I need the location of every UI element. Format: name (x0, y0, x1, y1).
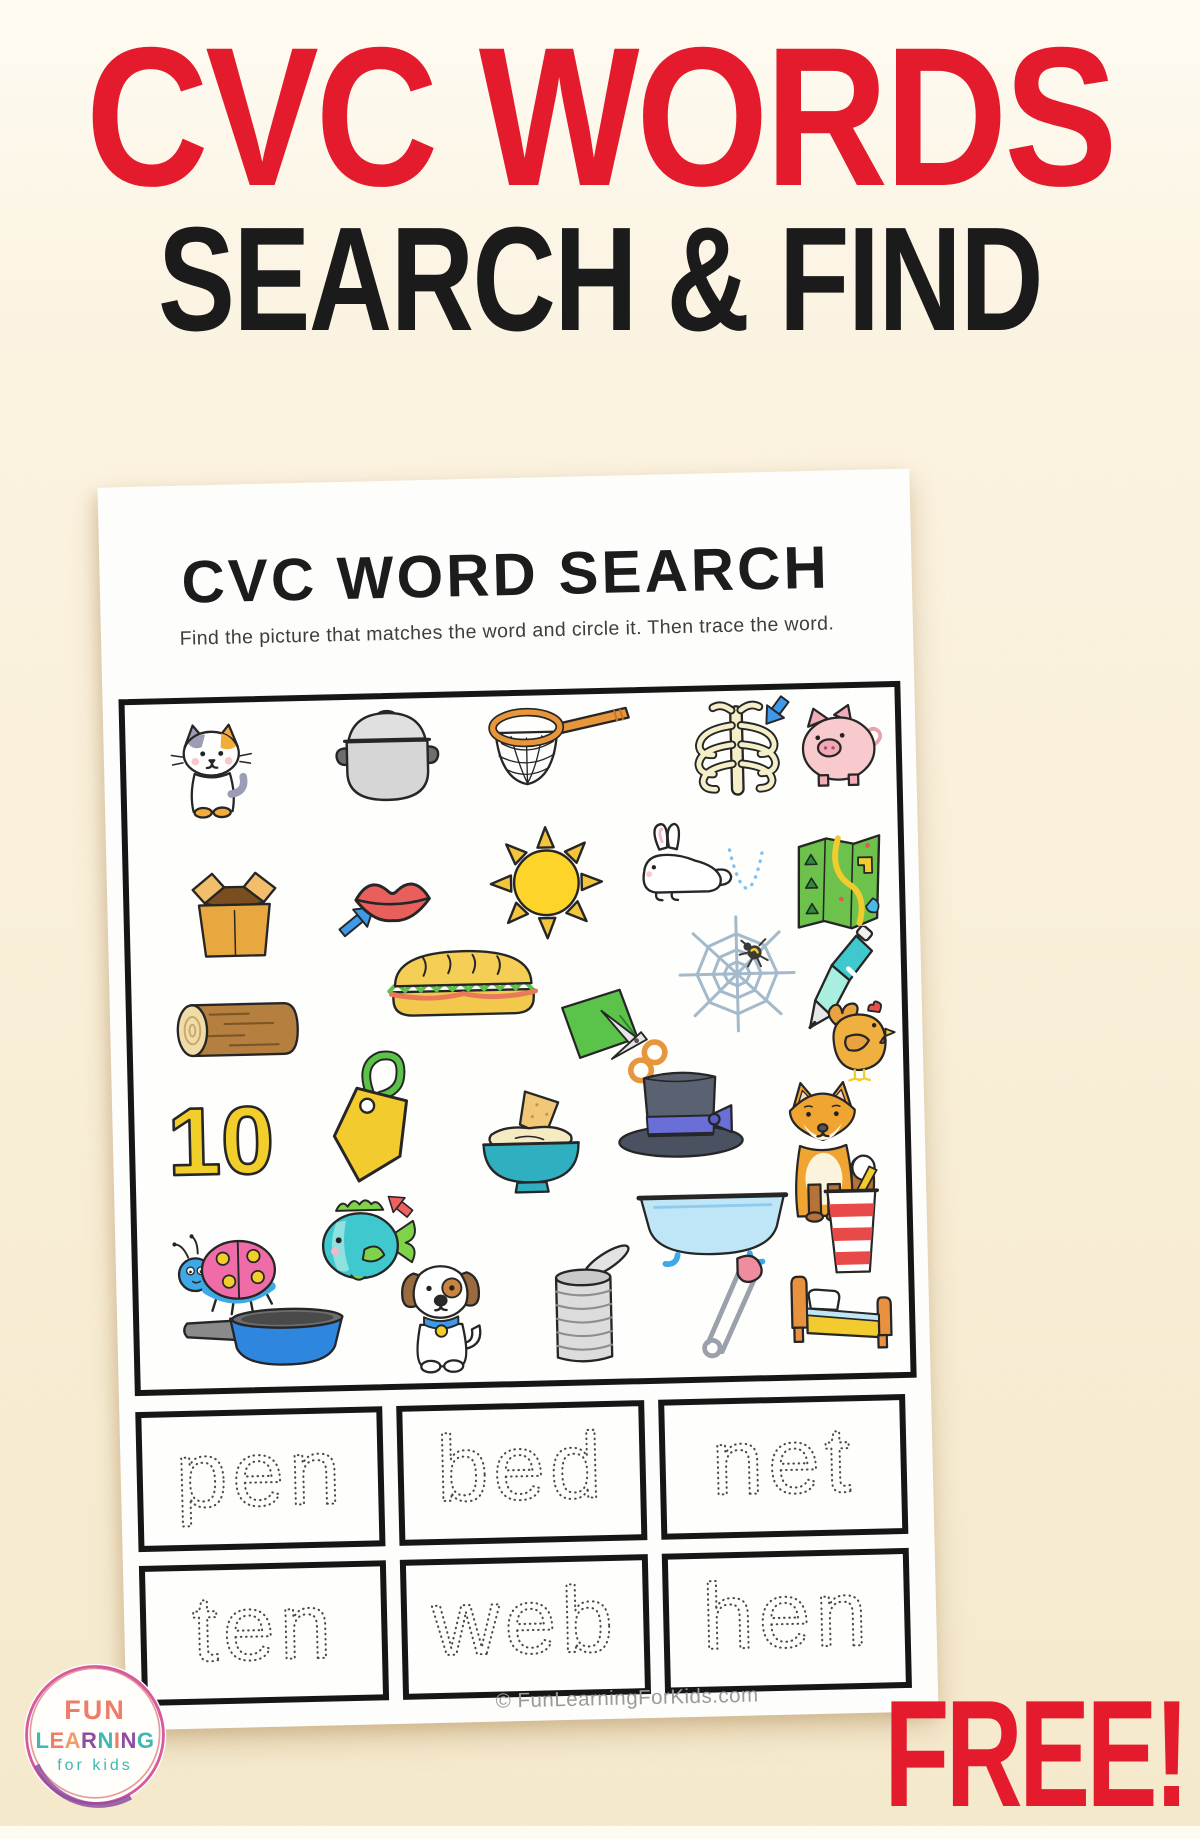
picture-net (477, 697, 647, 797)
trace-words-grid (135, 1394, 912, 1706)
trace-word-net: net (709, 1406, 857, 1515)
ten-text: 10 (166, 1086, 276, 1197)
pot-icon (323, 703, 453, 812)
copyright-text: © FunLearningForKids.com (495, 1683, 759, 1713)
picture-hop (625, 818, 783, 918)
box-icon (178, 861, 290, 964)
safety-pin-icon (673, 1250, 776, 1366)
picture-dip (459, 1082, 604, 1203)
tag-icon (308, 1043, 439, 1194)
picture-lip (323, 849, 457, 944)
picture-bed (783, 1265, 897, 1364)
trace-word-cell-pen (135, 1406, 386, 1552)
picture-pin (673, 1250, 776, 1366)
lips-icon (323, 849, 457, 944)
map-icon (788, 829, 890, 937)
trace-word-pen: pen (174, 1418, 347, 1528)
trace-word-ten: ten (190, 1572, 338, 1681)
trace-word-cell-ten (139, 1560, 390, 1706)
trace-word-web: web (431, 1565, 620, 1676)
ribcage-icon (681, 693, 796, 816)
picture-tag (308, 1043, 439, 1194)
poster-subtitle: SEARCH & FIND (157, 197, 1043, 363)
number-ten-icon (164, 1087, 279, 1210)
worksheet-instructions: Find the picture that matches the word and circle it. Then trace the word. (179, 612, 835, 650)
trace-word-cell-net (658, 1394, 909, 1540)
red-arrow-icon (383, 1189, 416, 1221)
dog-icon (378, 1252, 505, 1377)
picture-cup (816, 1162, 891, 1282)
log-icon (167, 989, 307, 1070)
trace-word-cell-hen (661, 1548, 912, 1694)
cat-icon (163, 716, 261, 830)
picture-ten (164, 1087, 279, 1210)
sub-sandwich-icon (378, 933, 548, 1031)
logo-line-learning: LEARNING (35, 1728, 155, 1753)
bed-icon (783, 1265, 897, 1364)
logo-line-fun: FUN (64, 1695, 126, 1725)
picture-sun (488, 824, 607, 943)
dip-bowl-icon (459, 1082, 604, 1203)
picture-hat (608, 1061, 752, 1168)
picture-sub (378, 933, 548, 1031)
picture-dog (378, 1252, 505, 1377)
picture-can (527, 1241, 640, 1372)
trace-word-hen: hen (700, 1559, 873, 1669)
logo-line-forkids: for kids (57, 1757, 133, 1774)
logo-text (20, 1660, 170, 1810)
trace-word-bed: bed (435, 1412, 608, 1522)
sun-icon (488, 824, 607, 943)
site-logo (20, 1660, 170, 1810)
net-icon (477, 697, 647, 797)
trace-word-cell-web (400, 1554, 651, 1700)
free-badge: FREE! (884, 1669, 1186, 1839)
hopping-rabbit-icon (625, 818, 783, 918)
hen-icon (820, 995, 898, 1085)
picture-rib (681, 693, 796, 816)
can-icon (527, 1241, 640, 1372)
picture-pig (789, 697, 885, 791)
poster-title: CVC WORDS (85, 6, 1115, 227)
spider-web-icon (675, 911, 800, 1036)
worksheet-title: CVC WORD SEARCH (180, 533, 831, 616)
pig-icon (789, 697, 885, 791)
top-hat-icon (608, 1061, 752, 1168)
picture-box (178, 861, 290, 964)
worksheet-photo (97, 469, 938, 1731)
picture-grid (118, 681, 916, 1396)
picture-web (675, 911, 800, 1036)
picture-map (788, 829, 890, 937)
frying-pan-icon (180, 1290, 354, 1378)
cup-icon (816, 1162, 891, 1282)
picture-cat (163, 716, 261, 830)
trace-word-cell-bed (397, 1400, 648, 1546)
picture-pot (323, 703, 453, 812)
picture-pan (180, 1290, 354, 1378)
picture-hen (820, 995, 898, 1085)
picture-log (167, 989, 307, 1070)
